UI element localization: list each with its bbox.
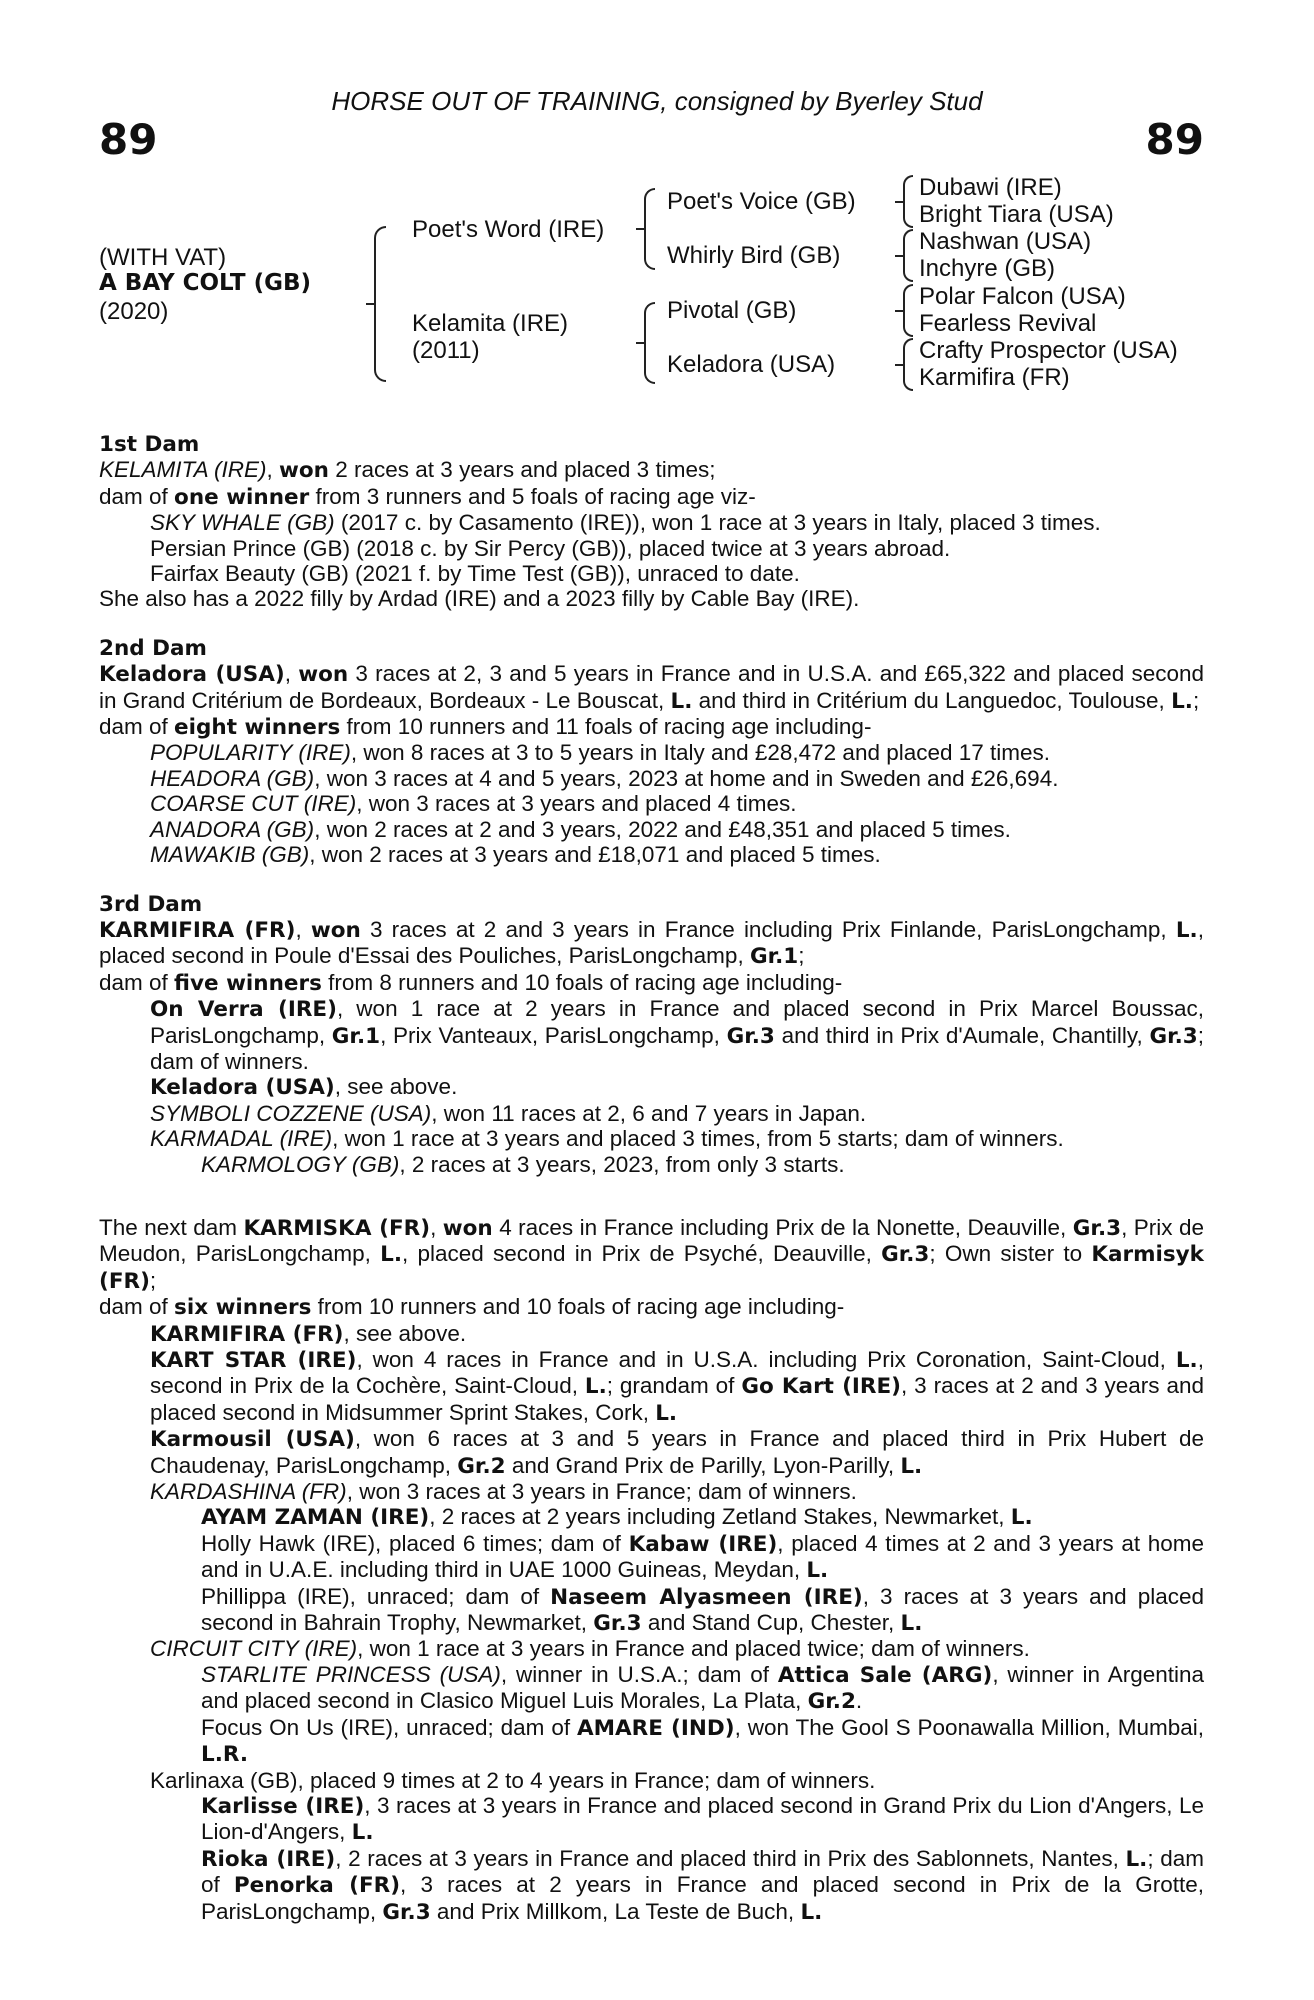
produce-line <box>99 1846 1204 1925</box>
bold-run: Gr.2 <box>457 1453 506 1479</box>
ggp-5: Polar Falcon (USA) <box>919 283 1126 310</box>
produce-line <box>99 561 1204 586</box>
bold-run: KARMISKA (FR) <box>243 1215 431 1241</box>
italic-run: CIRCUIT CITY (IRE) <box>150 1636 358 1662</box>
dam-produce-summary <box>99 1294 1204 1320</box>
text-run: 4 races in France including Prix de la Nonette, Deauville, <box>492 1214 1073 1240</box>
bold-run: L. <box>1125 1846 1148 1872</box>
text-run: Fairfax Beauty (GB) (2021 f. by Time Test (GB)), unraced to date. <box>150 561 800 587</box>
text-run: The next dam <box>99 1214 244 1240</box>
produce-line <box>99 1584 1204 1637</box>
bold-run: Gr.2 <box>807 1689 856 1715</box>
dam-produce-summary <box>99 484 1204 510</box>
bold-run: L. <box>900 1453 923 1479</box>
text-run: from 10 runners and 11 foals of racing age including- <box>340 714 872 740</box>
text-run: 2 races at 3 years and placed 3 times; <box>329 457 716 483</box>
text-run: , won 8 races at 3 to 5 years in Italy and £28,472 and placed 17 times. <box>350 740 1051 766</box>
text-run: , winner in U.S.A.; dam of <box>500 1661 778 1687</box>
dam-summary <box>99 661 1204 714</box>
text-run: , won The Gool S Poonawalla Million, Mumbai, <box>734 1714 1204 1740</box>
bold-run: L. <box>800 1899 823 1925</box>
text-run: Phillippa (IRE), unraced; dam of <box>201 1583 551 1609</box>
bold-run: Karlisse (IRE) <box>201 1793 365 1819</box>
text-run: 3 races at 2, 3 and 5 years in France and in U.S.A. and £65,322 and placed second in Grand Critérium de Bordeaux, Bordeaux - Le Bouscat, <box>99 661 1204 713</box>
text-run: from 10 runners and 10 foals of racing age including- <box>311 1294 845 1320</box>
text-run: , won 2 races at 2 and 3 years, 2022 and £48,351 and placed 5 times. <box>314 816 1011 842</box>
bold-run: On Verra (IRE) <box>150 997 337 1023</box>
dam-sire: Pivotal (GB) <box>667 297 797 324</box>
text-run: Holly Hawk (IRE), placed 6 times; dam of <box>201 1530 629 1556</box>
text-run: , 3 races at 3 years and placed second in Bahrain Trophy, Newmarket, <box>201 1583 1205 1636</box>
text-run: , <box>266 457 280 483</box>
text-run: , see above. <box>343 1320 467 1346</box>
text-run: , won 6 races at 3 and 5 years in France and placed third in Prix Hubert de Chaudenay, ParisLongchamp, <box>150 1426 1205 1478</box>
bold-run: Gr.3 <box>726 1023 775 1049</box>
bold-run: Gr.3 <box>593 1611 642 1637</box>
lot-number-left: 89 <box>99 115 158 164</box>
produce-line <box>99 1636 1204 1661</box>
text-run: Karlinaxa (GB), placed 9 times at 2 to 4 years in France; dam of winners. <box>150 1767 876 1793</box>
text-run: ; grandam of <box>606 1373 742 1399</box>
italic-run: COARSE CUT (IRE) <box>150 791 357 817</box>
dam-produce-summary <box>99 970 1204 996</box>
horse-year: (2020) <box>99 298 169 325</box>
produce-line <box>99 1347 1204 1426</box>
text-run: , won 11 races at 2, 6 and 7 years in Japan. <box>431 1100 867 1126</box>
text-run: , 2 races at 3 years in France and placed third in Prix des Sablonnets, Nantes, <box>335 1845 1126 1871</box>
bold-run: L. <box>584 1374 607 1400</box>
text-run: , won 4 races in France and in U.S.A. including Prix Coronation, Saint-Cloud, <box>356 1347 1176 1372</box>
horse-name: A BAY COLT (GB) <box>99 270 312 296</box>
text-run: , see above. <box>334 1074 458 1100</box>
text-run: , 2 races at 3 years, 2023, from only 3 starts. <box>399 1151 845 1177</box>
bold-run: Gr.3 <box>1149 1023 1198 1049</box>
bold-run: L. <box>1010 1505 1033 1531</box>
text-run: , won 1 race at 2 years in France and placed second in Prix Marcel Boussac, ParisLongchamp, <box>150 996 1204 1048</box>
bold-run: six winners <box>174 1295 312 1321</box>
produce-line <box>99 1793 1204 1846</box>
text-run: dam of <box>99 483 175 509</box>
page-heading: HORSE OUT OF TRAINING, consigned by Byerley Stud <box>331 86 983 116</box>
produce-line <box>99 1479 1204 1504</box>
produce-line <box>99 791 1204 816</box>
produce-line <box>99 1662 1204 1715</box>
produce-line <box>99 1321 1204 1347</box>
ggp-6: Fearless Revival <box>919 310 1097 337</box>
text-run: and Grand Prix de Parilly, Lyon-Parilly, <box>505 1452 901 1478</box>
dam-summary <box>99 1215 1204 1294</box>
dam-name: Kelamita (IRE) <box>412 310 569 337</box>
bracket-gg2 <box>903 229 913 282</box>
second-dam-section <box>99 636 1204 868</box>
bold-run: L. <box>380 1242 402 1268</box>
produce-line <box>99 510 1204 535</box>
produce-line <box>99 536 1204 561</box>
produce-line <box>99 1715 1204 1768</box>
text-run: . <box>855 1688 863 1714</box>
bracket-dam <box>644 302 655 384</box>
bold-run: Gr.1 <box>749 944 799 970</box>
section-title: 2nd Dam <box>99 635 207 661</box>
produce-line <box>99 740 1204 765</box>
produce-line <box>99 1101 1204 1126</box>
ggp-7: Crafty Prospector (USA) <box>919 337 1178 364</box>
dam-summary <box>99 457 1204 483</box>
ggp-8: Karmifira (FR) <box>919 364 1070 391</box>
bracket-sire <box>644 188 655 270</box>
text-run: , 3 races at 2 and 3 years and placed second in Midsummer Sprint Stakes, Cork, <box>150 1373 1204 1425</box>
text-run: ; <box>1192 687 1200 713</box>
bold-run: Attica Sale (ARG) <box>777 1662 993 1688</box>
text-run: , won 1 race at 3 years and placed 3 times, from 5 starts; dam of winners. <box>332 1126 1064 1152</box>
first-dam-section <box>99 432 1204 612</box>
bracket-parents <box>374 226 386 382</box>
text-run: , placed second in Poule d'Essai des Pouliches, ParisLongchamp, <box>99 916 1204 969</box>
italic-run: POPULARITY (IRE) <box>150 740 351 766</box>
text-run: and Prix Millkom, La Teste de Buch, <box>430 1898 801 1924</box>
bold-run: KARMIFIRA (FR) <box>150 1321 344 1347</box>
bold-run: AMARE (IND) <box>577 1715 735 1741</box>
italic-run: KARMOLOGY (GB) <box>201 1151 400 1177</box>
text-run: , Prix de Meudon, ParisLongchamp, <box>99 1214 1205 1267</box>
text-run: She also has a 2022 filly by Ardad (IRE) and a 2023 filly by Cable Bay (IRE). <box>99 586 860 612</box>
bold-run: Keladora (USA) <box>99 662 285 688</box>
bold-run: won <box>442 1215 493 1241</box>
text-run: ; dam of <box>201 1845 1204 1898</box>
produce-line <box>99 1768 1204 1793</box>
bold-run: won <box>310 917 361 943</box>
ggp-3: Nashwan (USA) <box>919 228 1092 255</box>
bold-run: L. <box>670 688 693 714</box>
bold-run: Karmousil (USA) <box>150 1427 355 1453</box>
sire-dam: Whirly Bird (GB) <box>667 242 841 269</box>
italic-run: MAWAKIB (GB) <box>150 842 310 868</box>
bold-run: Go Kart (IRE) <box>741 1374 901 1400</box>
bold-run: Penorka (FR) <box>233 1873 401 1899</box>
italic-run: STARLITE PRINCESS (USA) <box>201 1661 501 1687</box>
bold-run: Gr.3 <box>881 1242 930 1268</box>
section-title: 3rd Dam <box>99 891 203 917</box>
bold-run: Gr.3 <box>382 1899 431 1925</box>
dam-year: (2011) <box>412 337 480 364</box>
bold-run: Karmisyk (FR) <box>99 1242 1204 1294</box>
produce-note <box>99 586 1204 611</box>
bold-run: L. <box>655 1400 678 1426</box>
produce-line <box>99 1152 1204 1177</box>
italic-run: KELAMITA (IRE) <box>99 457 267 483</box>
bold-run: KART STAR (IRE) <box>150 1348 357 1373</box>
lot-number-right: 89 <box>1145 115 1204 164</box>
italic-run: KARDASHINA (FR) <box>150 1479 347 1505</box>
family-text <box>99 432 1204 1925</box>
bold-run: Gr.3 <box>1072 1215 1122 1241</box>
ggp-1: Dubawi (IRE) <box>919 174 1062 201</box>
text-run: ; <box>798 943 805 969</box>
produce-line <box>99 766 1204 791</box>
text-run: dam of <box>99 1294 175 1320</box>
dam-dam: Keladora (USA) <box>667 351 836 378</box>
bold-run: won <box>298 662 349 688</box>
italic-run: ANADORA (GB) <box>150 816 315 842</box>
bold-run: Keladora (USA) <box>150 1075 335 1101</box>
text-run: and third in Critérium du Languedoc, Toulouse, <box>692 687 1172 713</box>
bold-run: Kabaw (IRE) <box>628 1531 778 1557</box>
text-run: , 2 races at 2 years including Zetland Stakes, Newmarket, <box>429 1504 1011 1530</box>
bold-run: L. <box>351 1820 374 1846</box>
produce-line <box>99 817 1204 842</box>
text-run: , placed second in Prix de Psyché, Deauville, <box>402 1241 882 1267</box>
section-title: 1st Dam <box>99 432 200 457</box>
text-run: (2017 c. by Casamento (IRE)), won 1 race at 3 years in Italy, placed 3 times. <box>334 510 1101 536</box>
vat-note: (WITH VAT) <box>99 244 227 271</box>
sire-name: Poet's Word (IRE) <box>412 216 605 243</box>
text-run: ; Own sister to <box>929 1241 1092 1267</box>
bold-run: won <box>279 458 329 484</box>
dam-produce-summary <box>99 714 1204 740</box>
bracket-gg1 <box>903 175 913 228</box>
bold-run: eight winners <box>174 715 341 741</box>
bold-run: L. <box>1175 917 1198 943</box>
text-run: Focus On Us (IRE), unraced; dam of <box>201 1714 577 1740</box>
ggp-2: Bright Tiara (USA) <box>919 201 1114 228</box>
italic-run: HEADORA (GB) <box>150 765 315 791</box>
text-run: ; dam of winners. <box>150 1022 1205 1074</box>
text-run: and Stand Cup, Chester, <box>641 1610 901 1636</box>
text-run: , Prix Vanteaux, ParisLongchamp, <box>380 1022 727 1048</box>
italic-run: SKY WHALE (GB) <box>150 510 335 536</box>
produce-line <box>99 1426 1204 1479</box>
text-run: Persian Prince (GB) (2018 c. by Sir Percy (GB)), placed twice at 3 years abroad. <box>150 535 951 561</box>
text-run: , won 3 races at 3 years in France; dam of winners. <box>346 1479 857 1505</box>
bracket-gg4 <box>903 338 913 391</box>
text-run: from 3 runners and 5 foals of racing age viz- <box>309 483 756 509</box>
text-run: , 3 races at 3 years in France and placed second in Grand Prix du Lion d'Angers, Le Lion-d'Angers, <box>201 1792 1204 1845</box>
text-run: , won 3 races at 3 years and placed 4 times. <box>356 791 797 817</box>
text-run: , placed 4 times at 2 and 3 years at home and in U.A.E. including third in UAE 1000 Guineas, Meydan, <box>201 1530 1205 1583</box>
produce-line <box>99 996 1204 1074</box>
italic-run: SYMBOLI COZZENE (USA) <box>150 1100 432 1126</box>
text-run: dam of <box>99 714 175 740</box>
next-dam-section <box>99 1215 1204 1925</box>
produce-line <box>99 1504 1204 1530</box>
text-run: 3 races at 2 and 3 years in France including Prix Finlande, ParisLongchamp, <box>360 916 1176 942</box>
bold-run: L. <box>806 1558 829 1584</box>
bold-run: Rioka (IRE) <box>201 1846 336 1872</box>
bold-run: one winner <box>174 484 310 510</box>
text-run: and third in Prix d'Aumale, Chantilly, <box>774 1022 1150 1048</box>
produce-line <box>99 1074 1204 1100</box>
text-run: , won 1 race at 3 years in France and placed twice; dam of winners. <box>357 1636 1030 1662</box>
text-run: , 3 races at 2 years in France and placed second in Prix de la Grotte, ParisLongchamp, <box>201 1872 1204 1924</box>
text-run: , won 3 races at 4 and 5 years, 2023 at home and in Sweden and £26,694. <box>314 765 1059 791</box>
text-run: dam of <box>99 969 175 995</box>
text-run: , won 2 races at 3 years and £18,071 and placed 5 times. <box>309 842 881 868</box>
bold-run: five winners <box>174 970 322 996</box>
bold-run: KARMIFIRA (FR) <box>99 917 296 943</box>
text-run: , <box>430 1214 443 1240</box>
bold-run: L. <box>1175 1348 1198 1373</box>
text-run: , <box>284 661 299 687</box>
text-run: , second in Prix de la Cochère, Saint-Cloud, <box>150 1347 1204 1399</box>
bold-run: L.R. <box>201 1742 248 1768</box>
third-dam-section <box>99 892 1204 1177</box>
bold-run: L. <box>900 1611 923 1637</box>
dam-summary <box>99 917 1204 970</box>
bold-run: Naseem Alyasmeen (IRE) <box>550 1584 863 1610</box>
text-run: , winner in Argentina and placed second in Clasico Miguel Luis Morales, La Plata, <box>201 1661 1205 1714</box>
ggp-4: Inchyre (GB) <box>919 255 1056 282</box>
produce-line <box>99 842 1204 867</box>
bold-run: Gr.1 <box>331 1023 381 1049</box>
bold-run: L. <box>1171 688 1193 714</box>
text-run: , <box>295 916 311 942</box>
text-run: ; <box>149 1267 157 1293</box>
italic-run: KARMADAL (IRE) <box>150 1126 333 1152</box>
produce-line <box>99 1531 1204 1584</box>
produce-line <box>99 1126 1204 1151</box>
text-run: from 8 runners and 10 foals of racing age including- <box>321 969 843 995</box>
sire-sire: Poet's Voice (GB) <box>667 188 856 215</box>
bracket-gg3 <box>903 284 913 337</box>
bold-run: AYAM ZAMAN (IRE) <box>201 1505 430 1531</box>
